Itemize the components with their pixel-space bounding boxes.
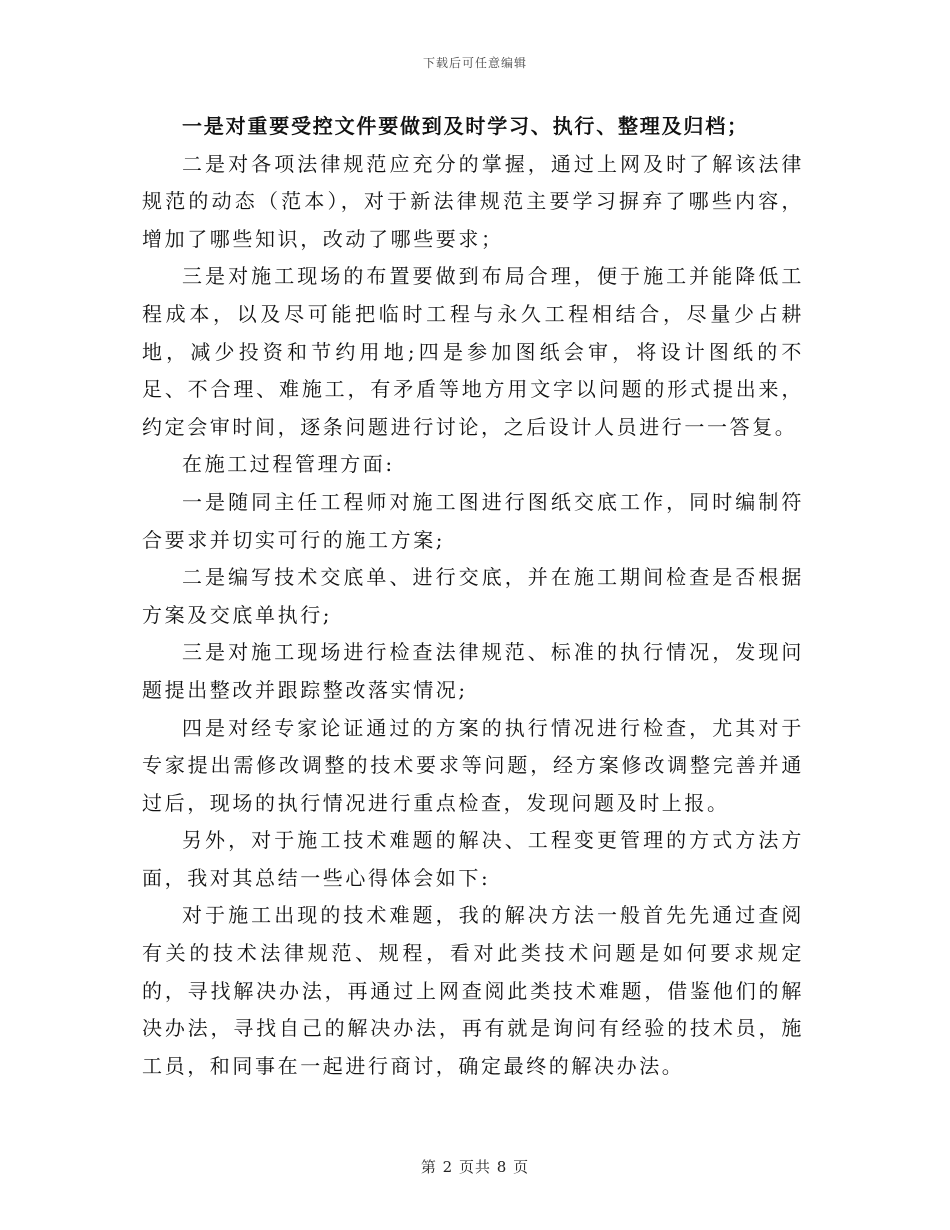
paragraph-10: 对于施工出现的技术难题，我的解决方法一般首先先通过查阅有关的技术法律规范、规程，看对此类技术问题是如何要求规定的，寻找解决办法，再通过上网查阅此类技术难题，借鉴他们的解决办法，寻找自己的解决办法，再有就是询问有经验的技术员，施工员，和同事在一起进行商讨，确定最终的解决办法。: [142, 903, 804, 1078]
paragraph-2: 二是对各项法律规范应充分的掌握，通过上网及时了解该法律规范的动态（范本），对于新法律规范主要学习摒弃了哪些内容，增加了哪些知识，改动了哪些要求；: [142, 151, 804, 251]
paragraph-6: 二是编写技术交底单、进行交底，并在施工期间检查是否根据方案及交底单执行;: [142, 565, 804, 627]
paragraph-3: 三是对施工现场的布置要做到布局合理，便于施工并能降低工程成本，以及尽可能把临时工程与永久工程相结合，尽量少占耕地，减少投资和节约用地;四是参加图纸会审，将设计图纸的不足、不合理、难施工，有矛盾等地方用文字以问题的形式提出来，约定会审时间，逐条问题进行讨论，之后设计人员进行一一答复。: [142, 264, 804, 439]
paragraph-9: 另外，对于施工技术难题的解决、工程变更管理的方式方法方面，我对其总结一些心得体会如下:: [142, 828, 804, 890]
paragraph-7: 三是对施工现场进行检查法律规范、标准的执行情况，发现问题提出整改并跟踪整改落实情况;: [142, 640, 804, 702]
document-body: [142, 108, 804, 1085]
page-number: 第 2 页共 8 页: [420, 1158, 530, 1176]
paragraph-4: 在施工过程管理方面:: [182, 452, 395, 477]
paragraph-5: 一是随同主任工程师对施工图进行图纸交底工作，同时编制符合要求并切实可行的施工方案;: [142, 489, 804, 552]
paragraph-8: 四是对经专家论证通过的方案的执行情况进行检查，尤其对于专家提出需修改调整的技术要求等问题，经方案修改调整完善并通过后，现场的执行情况进行重点检查，发现问题及时上报。: [142, 715, 804, 815]
header-note: 下载后可任意编辑: [422, 56, 527, 70]
paragraph-1: 一是对重要受控文件要做到及时学习、执行、整理及归档；: [182, 114, 749, 138]
